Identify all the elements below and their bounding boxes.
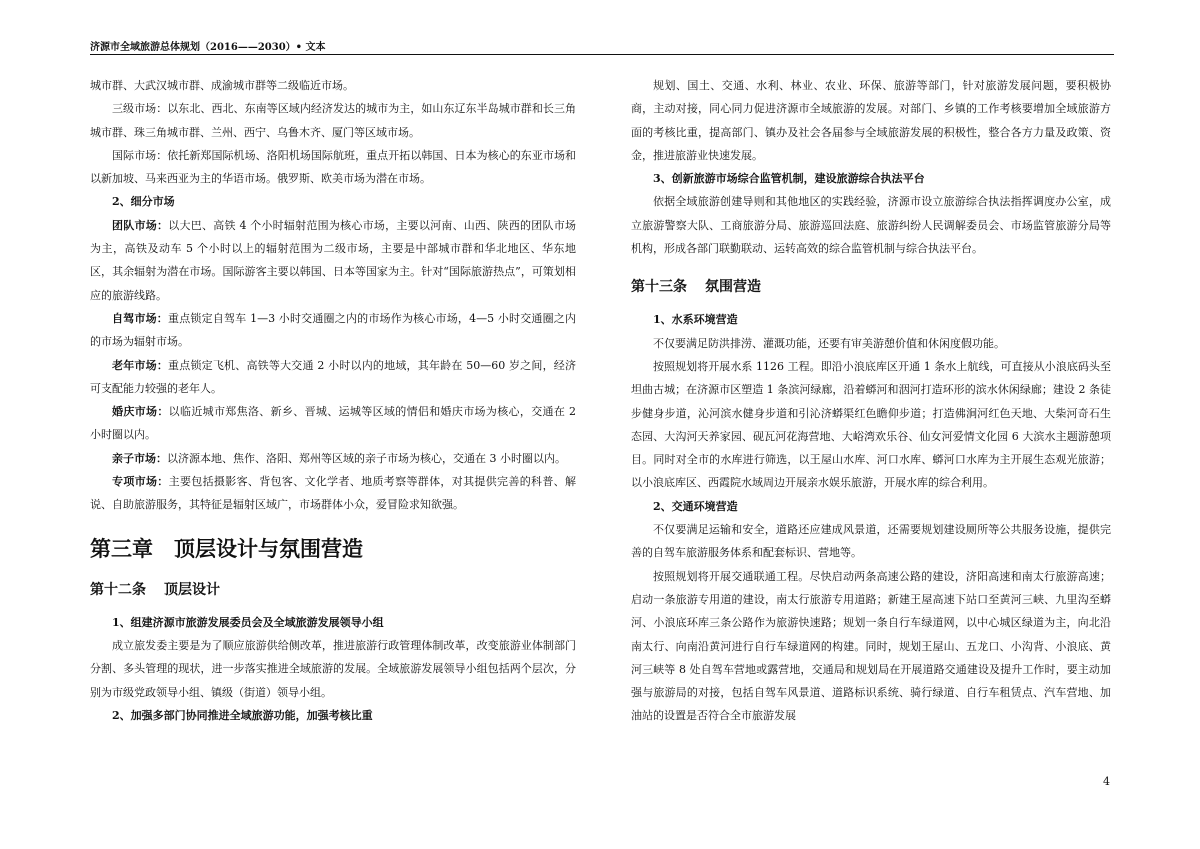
subheading: 2、交通环境营造 (653, 499, 738, 513)
term-label: 专项市场： (112, 475, 169, 489)
paragraph: 规划、国土、交通、水利、林业、农业、环保、旅游等部门，针对旅游发展问题，要积极协商，主动对接，同心同力促进济源市全域旅游的发展。对部门、乡镇的工作考核要增加全域旅游方面的考核比重，提高部门、镇办及社会各届参与全域旅游发展的积极性，整合各方力量及政策、资金，推进旅游业快速发展。 (631, 79, 1111, 162)
subheading: 2、加强多部门协同推进全域旅游功能，加强考核比重 (112, 708, 373, 722)
header-rule (90, 54, 1114, 55)
term-text: 以临近城市郑焦洛、新乡、晋城、运城等区域的情侣和婚庆市场为核心，交通在 2 小时圈以内。 (90, 405, 577, 442)
term-text: 以济源本地、焦作、洛阳、郑州等区域的亲子市场为核心，交通在 3 小时圈以内。 (167, 451, 566, 465)
paragraph-wedding-market (90, 400, 576, 447)
paragraph: 城市群、大武汉城市群、成渝城市群等二级临近市场。 (90, 79, 354, 92)
subheading: 2、细分市场 (112, 195, 175, 209)
paragraph-family-market (90, 447, 576, 470)
term-text: 重点锁定飞机、高铁等大交通 2 小时以内的地域，其年龄在 50—60 岁之间，经济可支配能力较强的老年人。 (90, 358, 576, 395)
paragraph: 国际市场：依托新郑国际机场、洛阳机场国际航班，重点开拓以韩国、日本为核心的东亚市场和以新加坡、马来西亚为主的华语市场。俄罗斯、欧美市场为潜在市场。 (90, 148, 576, 186)
term-text: 重点锁定自驾车 1—3 小时交通圈之内的市场作为核心市场，4—5 小时交通圈之内的市场为辐射市场。 (90, 311, 577, 349)
term-label: 婚庆市场： (112, 405, 169, 419)
article-heading (90, 577, 576, 603)
article-title: 氛围营造 (705, 279, 761, 296)
subheading: 3、创新旅游市场综合监管机制，建设旅游综合执法平台 (653, 172, 925, 186)
article-number: 第十三条 (631, 279, 687, 296)
paragraph: 不仅要满足防洪排涝、灌溉功能，还要有审美游憩价值和休闲度假功能。 (653, 336, 1005, 350)
paragraph-elder-market (90, 354, 576, 401)
term-label: 自驾市场： (112, 311, 168, 325)
article-title: 顶层设计 (164, 581, 220, 598)
paragraph: 三级市场：以东北、西北、东南等区域内经济发达的城市为主，如山东辽东半岛城市群和长三角城市群、珠三角城市群、兰州、西宁、乌鲁木齐、厦门等区域市场。 (90, 102, 576, 139)
term-label: 亲子市场： (112, 451, 167, 465)
article-number: 第十二条 (90, 581, 146, 598)
article-heading (631, 274, 1111, 300)
paragraph: 按照规划将开展水系 1126 工程。即沿小浪底库区开通 1 条水上航线，可直接从小浪底码头至坦曲古城；在济源市区塑造 1 条滨河绿廊，沿着蟒河和洇河打造环形的滨水休闲绿廊；建设 2 条徒步健身步道，沁河滨水健身步道和引沁济蟒渠红色瞻仰步道；打造佛涧河红色天地、大柴河奇石生态园、大沟河天养家园、砚瓦河花海营地、大峪湾欢乐谷、仙女河爱情文化园 6 大滨水主题游憩项目。同时对全市的水库进行筛选，以王屋山水库、河口水库、蟒河口水库为主开展生态观光旅游；以小浪底库区、西霞院水域周边开展亲水娱乐旅游，开展水库的综合利用。 (631, 359, 1111, 490)
paragraph: 依据全域旅游创建导则和其他地区的实践经验，济源市设立旅游综合执法指挥调度办公室，成立旅游警察大队、工商旅游分局、旅游巡回法庭、旅游纠纷人民调解委员会、市场监管旅游分局等机构，形成各部门联勤联动、运转高效的综合监管机制与综合执法平台。 (631, 195, 1111, 256)
paragraph-self-drive-market (90, 307, 576, 354)
right-column (631, 74, 1111, 728)
left-column (90, 74, 576, 727)
chapter-title: 第三章 顶层设计与氛围营造 (90, 535, 363, 561)
subheading: 1、水系环境营造 (653, 313, 738, 327)
paragraph-special-market (90, 470, 576, 517)
term-label: 团队市场： (112, 218, 169, 232)
paragraph: 按照规划将开展交通联通工程。尽快启动两条高速公路的建设，济阳高速和南太行旅游高速；启动一条旅游专用道的建设，南太行旅游专用道路；新建王屋高速下站口至黄河三峡、九里沟至蟒河、小浪底环库三条公路作为旅游快速路；规划一条自行车绿道网，以中心城区绿道为主，向北沿南太行、向南沿黄河进行自行车绿道网的构建。同时，规划王屋山、五龙口、小沟背、小浪底、黄河三峡等 8 处自驾车营地或露营地，交通局和规划局在开展道路交通建设及提升工作时，要主动加强与旅游局的对接，包括自驾车风景道、道路标识系统、骑行绿道、自行车租赁点、汽车营地、加油站的设置是否符合全市旅游发展 (631, 569, 1111, 723)
paragraph: 不仅要满足运输和安全，道路还应建成风景道，还需要规划建设厕所等公共服务设施，提供完善的自驾车旅游服务体系和配套标识、营地等。 (631, 523, 1111, 560)
term-label: 老年市场： (112, 358, 169, 372)
paragraph: 成立旅发委主要是为了顺应旅游供给侧改革，推进旅游行政管理体制改革，改变旅游业体制部门分割、多头管理的现状，进一步落实推进全域旅游的发展。全域旅游发展领导小组包括两个层次，分别为市级党政领导小组、镇级（街道）领导小组。 (90, 638, 576, 699)
term-text: 以大巴、高铁 4 个小时辐射范围为核心市场，主要以河南、山西、陕西的团队市场为主，高铁及动车 5 个小时以上的辐射范围为二级市场，主要是中部城市群和华北地区、华东地区，其余辐射为潜在市场。国际游客主要以韩国、日本等国家为主。针对“国际旅游热点”，可策划相应的旅游线路。 (90, 218, 577, 302)
term-text: 主要包括摄影客、背包客、文化学者、地质考察等群体，对其提供完善的科普、解说、自助旅游服务，其特征是辐射区域广，市场群体小众，爱冒险求知欲强。 (90, 475, 576, 512)
subheading: 1、组建济源市旅游发展委员会及全域旅游发展领导小组 (112, 615, 384, 629)
paragraph-group-market (90, 214, 576, 307)
page-number: 4 (1103, 775, 1110, 788)
document-header: 济源市全域旅游总体规划（2016——2030）• 文本 (90, 42, 326, 53)
